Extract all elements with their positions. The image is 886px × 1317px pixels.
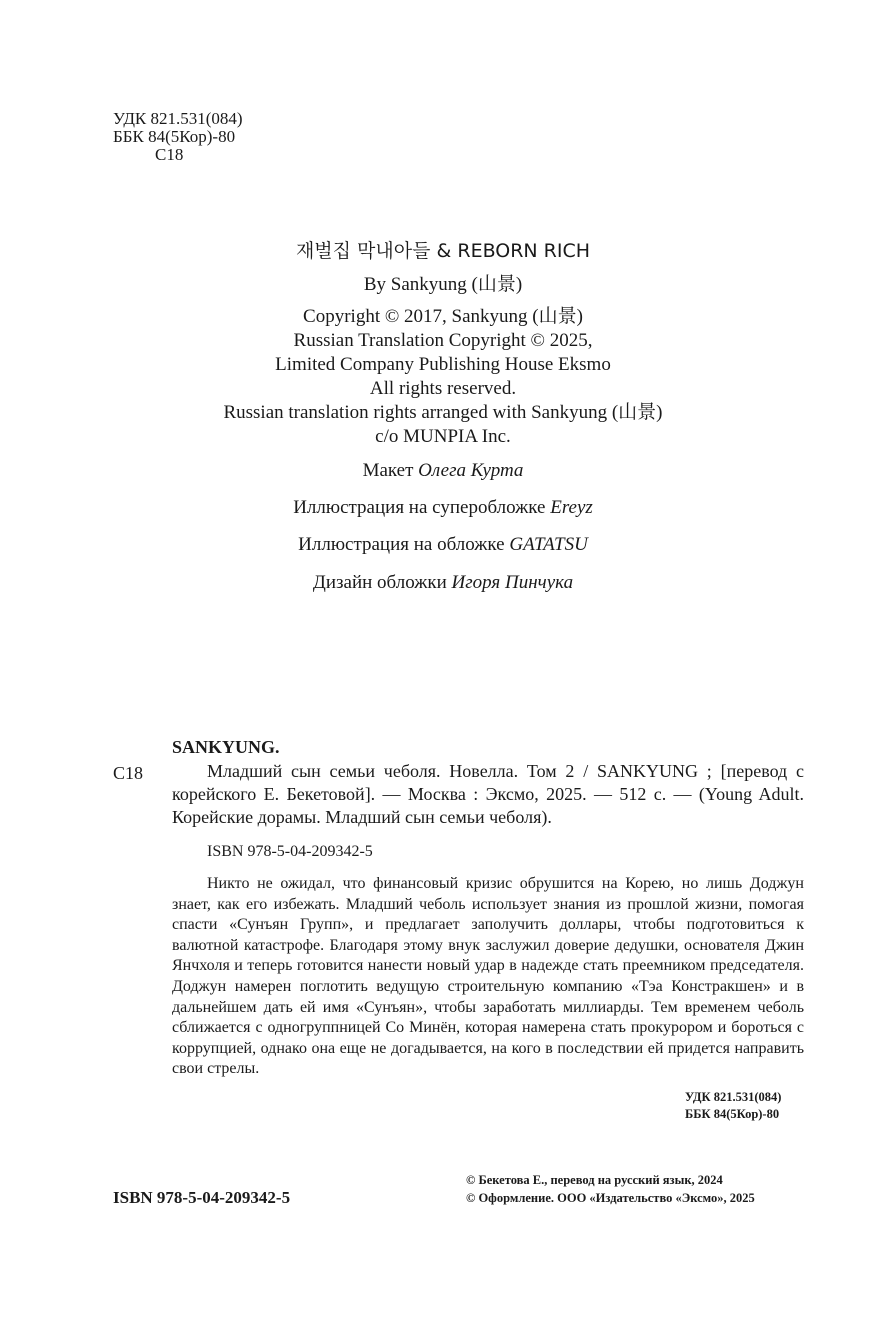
bbk-code: ББК 84(5Кор)-80	[113, 127, 236, 146]
design-copyright: © Оформление. ООО «Издательство «Эксмо», 2025	[466, 1190, 755, 1205]
catalog-code: С18	[113, 763, 144, 783]
credit-cover-design: Дизайн обложки Игоря Пинчука	[312, 572, 574, 593]
by-line: By Sankyung (山景)	[363, 274, 523, 295]
copyright-line: Limited Company Publishing House Eksmo	[275, 354, 611, 375]
udk-code: УДК 821.531(084)	[113, 109, 243, 128]
copyright-line: Copyright © 2017, Sankyung (山景)	[303, 306, 583, 327]
copyright-line: Russian Translation Copyright © 2025,	[293, 330, 593, 351]
catalog-description: Младший сын семьи чеболя. Новелла. Том 2 / SANKYUNG ; [перевод с корейского Е. Бекетовой]. — Москва : Эксмо, 2025. — 512 с. — (Young Adult. Корейские дорамы. Младший сын семьи чеболя).	[172, 761, 804, 827]
catalog-isbn: ISBN 978-5-04-209342-5	[207, 843, 373, 860]
annotation-bbk: ББК 84(5Кор)-80	[685, 1107, 780, 1121]
annotation-udk: УДК 821.531(084)	[685, 1090, 782, 1104]
catalog-author: SANKYUNG.	[172, 737, 280, 757]
copyright-block	[0, 305, 886, 449]
credit-superjacket-illustration: Иллюстрация на суперобложке Ereyz	[293, 497, 593, 518]
footer-copyright	[466, 1172, 755, 1207]
isbn: ISBN 978-5-04-209342-5	[113, 1188, 291, 1207]
original-title: 재벌집 막내아들 & REBORN RICH	[295, 240, 591, 262]
annotation: Никто не ожидал, что финансовый кризис обрушится на Корею, но лишь Доджун знает, как его избежать. Младший чеболь использует знания из прошлой жизни, помогая спасти «Сунъян Групп», и предлагает заполучить доллары, чтобы подготовиться к валютной катастрофе. Благодаря этому внук заслужил доверие дедушки, основателя Джин Янчхоля и теперь готовится нанести новый удар в надежде стать преемником председателя. Доджун намерен поглотить ведущую строительную компанию «Тэа Констракшен» и в дальнейшем дать ей имя «Сунъян», чтобы заработать миллиарды. Тем временем чеболь сближается с одногруппницей Со Минён, которая намерена стать прокурором и бороться с коррупцией, однако она еще не догадывается, на кого в последствии ей придется направить свои стрелы.	[172, 875, 804, 1078]
annotation-codes	[685, 1089, 781, 1123]
translation-copyright: © Бекетова Е., перевод на русский язык, 2024	[466, 1173, 723, 1187]
copyright-line: c/o MUNPIA Inc.	[375, 426, 511, 447]
credit-cover-illustration: Иллюстрация на обложке GATATSU	[298, 534, 588, 555]
copyright-line: Russian translation rights arranged with Sankyung (山景)	[223, 402, 663, 423]
header-codes	[113, 110, 243, 164]
copyright-line: All rights reserved.	[369, 378, 517, 399]
credit-layout: Макет Олега Курта	[362, 460, 524, 481]
author-sign: С18	[155, 145, 184, 164]
